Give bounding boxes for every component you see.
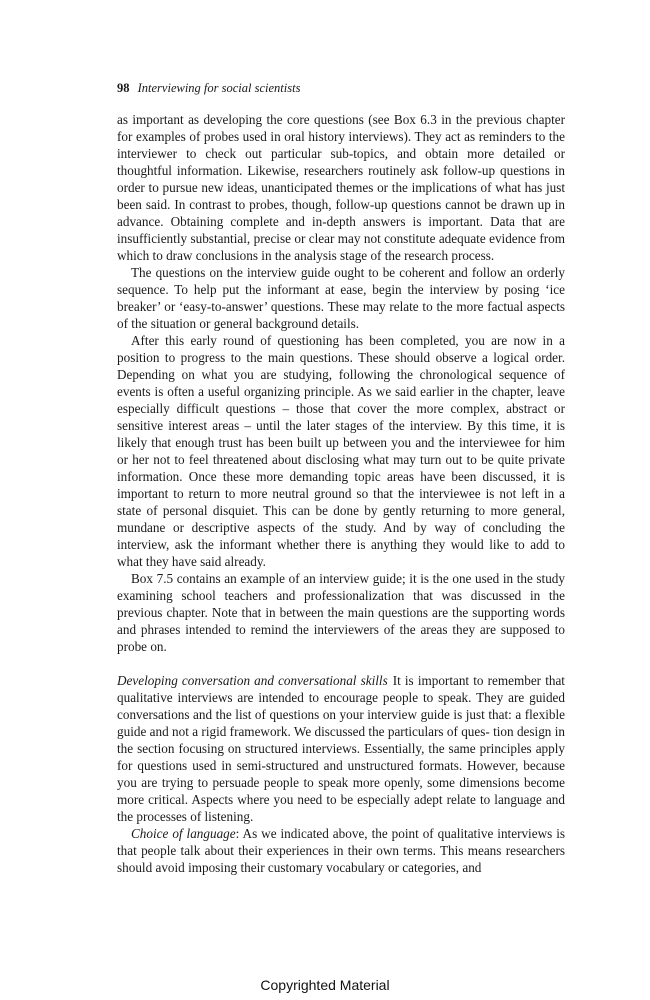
book-title: Interviewing for social scientists xyxy=(137,81,301,95)
section-text: It is important to remember that qualitative interviews are intended to encourage people to speak. They are guided conversations and the list of questions on your interview guide is just that: a flexible guide and not a rigid framework. We discussed the particulars of ques- tion design in the section focusing on structured interviews. Essentially, the same principles apply for questions used in semi-structured and unstructured formats. However, because you are trying to persuade people to speak more openly, some dimensions become more critical. Aspects where you need to be especially adept relate to language and the processes of listening. xyxy=(117,673,565,824)
lead-phrase: Choice of language xyxy=(131,826,236,841)
section-heading: Developing conversation and conversational skills xyxy=(117,673,388,688)
paragraph-sequence: The questions on the interview guide ought to be coherent and follow an orderly sequence. To help put the informant at ease, begin the interview by posing ‘ice breaker’ or ‘easy-to-answer’ questions. These may relate to the more factual aspects of the situation or general background details. xyxy=(117,265,565,331)
paragraph-main-questions: After this early round of questioning has been completed, you are now in a position to progress to the main questions. These should observe a logical order. Depending on what you are studying, following the chronological sequence of events is often a useful organizing principle. As we said earlier in the chapter, leave especially difficult questions – those that cover the more complex, abstract or sensitive interest areas – until the later stages of the interview. By this time, it is likely that enough trust has been built up between you and the interviewee for him or her not to feel threatened about disclosing what may turn out to be quite private information. Once these more demanding topic areas have been discussed, it is important to return to more neutral ground so that the interviewee is not left in a state of personal disquiet. This can be done by gently returning to more general, mundane or descriptive aspects of the study. And by way of concluding the interview, ask the informant whether there is anything they would like to add to what they have said already. xyxy=(117,333,565,569)
paragraph-probes: as important as developing the core questions (see Box 6.3 in the previous chapter for examples of probes used in oral history interviews). They act as reminders to the interviewer to check out particular sub-topics, and obtain more detailed or thoughtful information. Likewise, researchers routinely ask follow-up questions in order to pursue new ideas, unanticipated themes or the implications of what has just been said. In contrast to probes, though, follow-up questions cannot be drawn up in advance. Obtaining complete and in-depth answers is important. Data that are insufficiently substantial, precise or clear may not constitute adequate evidence from which to draw conclusions in the analysis stage of the research process. xyxy=(117,112,565,263)
final-text: : As we indicated above, the point of qualitative interviews is that people talk about their experiences in their own terms. This means researchers should avoid imposing their customary vocabulary or categories, and xyxy=(117,826,565,875)
page-number: 98 xyxy=(117,81,130,95)
body-text xyxy=(117,111,565,876)
copyright-notice: Copyrighted Material xyxy=(260,977,390,993)
paragraph-box-reference: Box 7.5 contains an example of an interview guide; it is the one used in the study examining school teachers and professionalization that was discussed in the previous chapter. Note that in between the main questions are the supporting words and phrases intended to remind the interviewers of the areas they are supposed to probe on. xyxy=(117,571,565,654)
running-head xyxy=(117,80,300,96)
paragraph-choice-of-language xyxy=(117,825,565,876)
paragraph-conversational-skills xyxy=(117,672,565,825)
